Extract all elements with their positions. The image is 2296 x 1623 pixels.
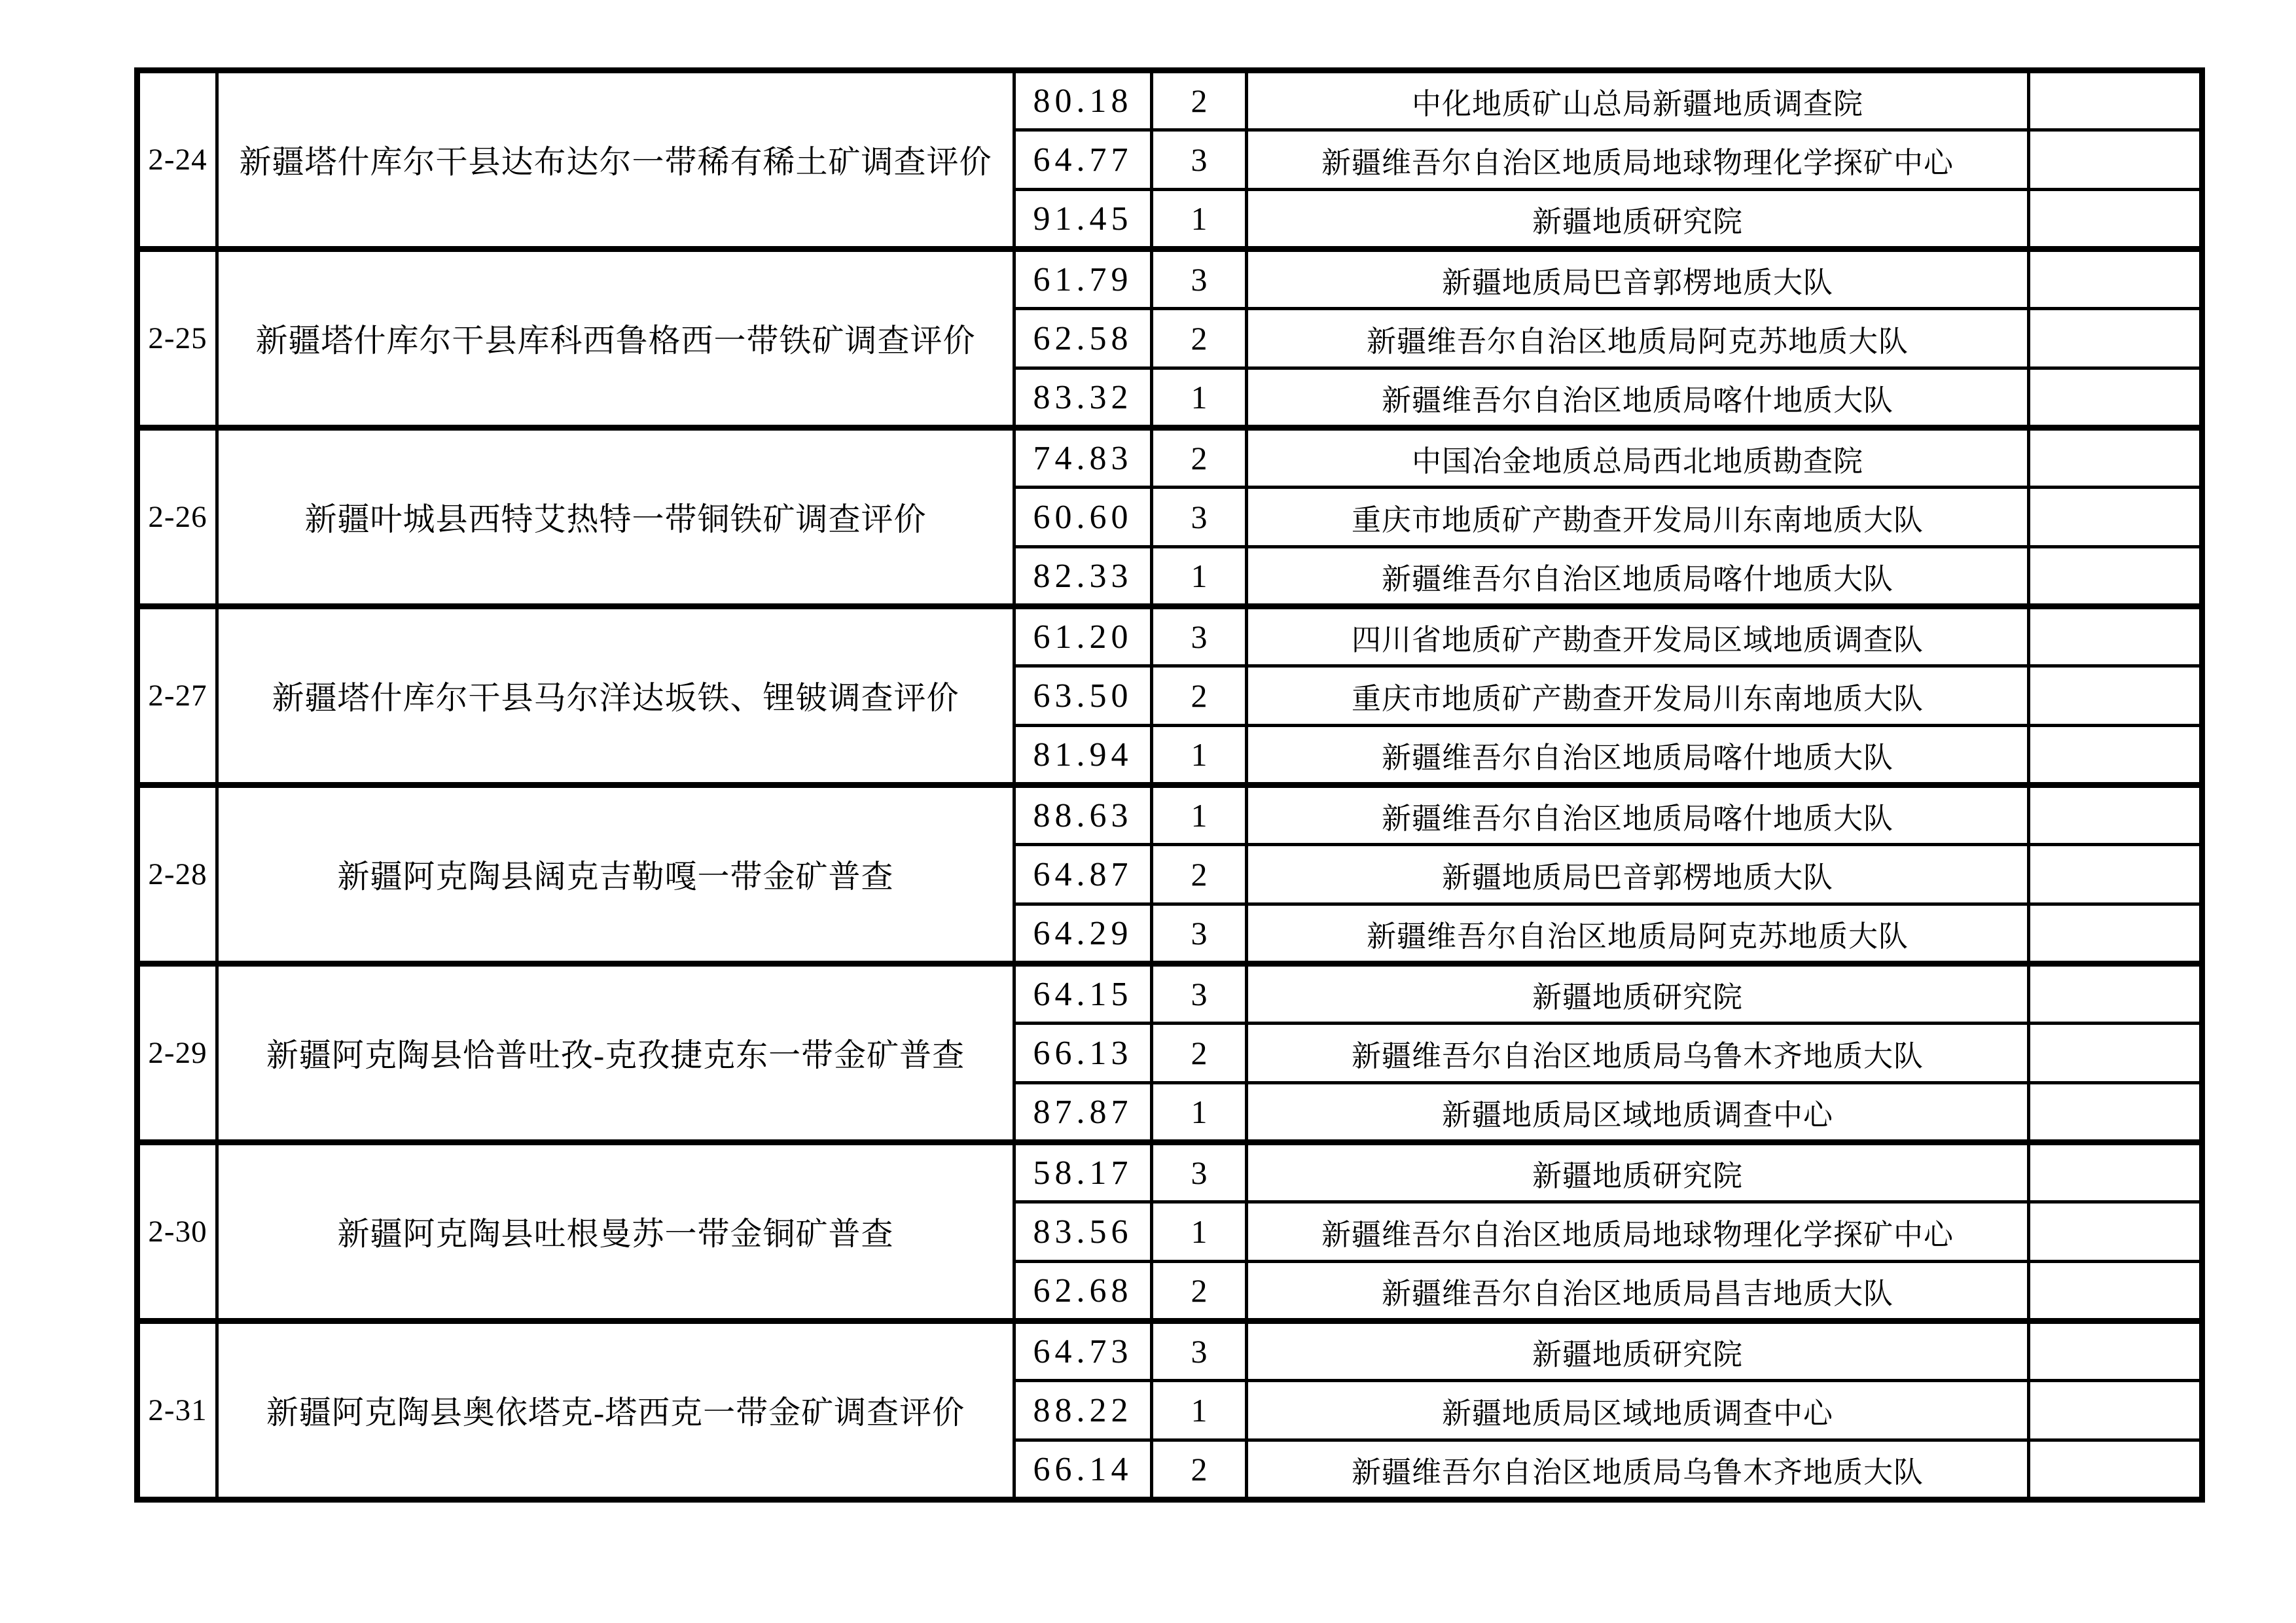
score-cell: 74.83 bbox=[1014, 428, 1152, 488]
score-cell: 66.13 bbox=[1014, 1024, 1152, 1083]
rank-cell: 3 bbox=[1152, 1321, 1247, 1381]
org-cell: 新疆地质局区域地质调查中心 bbox=[1247, 1381, 2029, 1440]
score-cell: 58.17 bbox=[1014, 1143, 1152, 1202]
org-cell: 新疆维吾尔自治区地质局阿克苏地质大队 bbox=[1247, 309, 2029, 368]
empty-cell bbox=[2029, 607, 2202, 666]
empty-cell bbox=[2029, 1381, 2202, 1440]
score-cell: 83.32 bbox=[1014, 368, 1152, 428]
rank-cell: 1 bbox=[1152, 1202, 1247, 1262]
table-row bbox=[137, 428, 2202, 488]
org-cell: 新疆维吾尔自治区地质局阿克苏地质大队 bbox=[1247, 904, 2029, 964]
rank-cell: 3 bbox=[1152, 607, 1247, 666]
rank-cell: 2 bbox=[1152, 309, 1247, 368]
project-name-cell: 新疆塔什库尔干县库科西鲁格西一带铁矿调查评价 bbox=[217, 249, 1014, 428]
rank-cell: 2 bbox=[1152, 845, 1247, 904]
score-cell: 64.15 bbox=[1014, 964, 1152, 1024]
rank-cell: 3 bbox=[1152, 964, 1247, 1024]
rank-cell: 1 bbox=[1152, 190, 1247, 249]
score-cell: 83.56 bbox=[1014, 1202, 1152, 1262]
table-row bbox=[137, 71, 2202, 130]
org-cell: 新疆维吾尔自治区地质局地球物理化学探矿中心 bbox=[1247, 1202, 2029, 1262]
table-row bbox=[137, 1143, 2202, 1202]
rank-cell: 1 bbox=[1152, 785, 1247, 845]
table-row bbox=[137, 964, 2202, 1024]
empty-cell bbox=[2029, 1321, 2202, 1381]
org-cell: 四川省地质矿产勘查开发局区域地质调查队 bbox=[1247, 607, 2029, 666]
org-cell: 新疆维吾尔自治区地质局喀什地质大队 bbox=[1247, 547, 2029, 607]
empty-cell bbox=[2029, 1024, 2202, 1083]
rank-cell: 1 bbox=[1152, 726, 1247, 785]
org-cell: 新疆维吾尔自治区地质局乌鲁木齐地质大队 bbox=[1247, 1024, 2029, 1083]
empty-cell bbox=[2029, 249, 2202, 309]
empty-cell bbox=[2029, 488, 2202, 547]
empty-cell bbox=[2029, 428, 2202, 488]
row-id-cell: 2-27 bbox=[137, 607, 217, 785]
score-cell: 63.50 bbox=[1014, 666, 1152, 726]
org-cell: 新疆地质局巴音郭楞地质大队 bbox=[1247, 845, 2029, 904]
empty-cell bbox=[2029, 547, 2202, 607]
org-cell: 中化地质矿山总局新疆地质调查院 bbox=[1247, 71, 2029, 130]
score-cell: 62.68 bbox=[1014, 1262, 1152, 1321]
org-cell: 新疆维吾尔自治区地质局喀什地质大队 bbox=[1247, 785, 2029, 845]
score-cell: 61.20 bbox=[1014, 607, 1152, 666]
empty-cell bbox=[2029, 904, 2202, 964]
empty-cell bbox=[2029, 845, 2202, 904]
score-cell: 88.63 bbox=[1014, 785, 1152, 845]
table-row bbox=[137, 1321, 2202, 1381]
rank-cell: 3 bbox=[1152, 1143, 1247, 1202]
score-cell: 82.33 bbox=[1014, 547, 1152, 607]
rank-cell: 2 bbox=[1152, 428, 1247, 488]
project-name-cell: 新疆叶城县西特艾热特一带铜铁矿调查评价 bbox=[217, 428, 1014, 607]
score-cell: 64.29 bbox=[1014, 904, 1152, 964]
org-cell: 新疆地质研究院 bbox=[1247, 964, 2029, 1024]
rank-cell: 3 bbox=[1152, 249, 1247, 309]
row-id-cell: 2-31 bbox=[137, 1321, 217, 1500]
project-name-cell: 新疆塔什库尔干县达布达尔一带稀有稀土矿调查评价 bbox=[217, 71, 1014, 249]
org-cell: 新疆维吾尔自治区地质局地球物理化学探矿中心 bbox=[1247, 130, 2029, 190]
empty-cell bbox=[2029, 190, 2202, 249]
rank-cell: 2 bbox=[1152, 666, 1247, 726]
org-cell: 新疆地质研究院 bbox=[1247, 190, 2029, 249]
empty-cell bbox=[2029, 309, 2202, 368]
score-cell: 80.18 bbox=[1014, 71, 1152, 130]
score-cell: 60.60 bbox=[1014, 488, 1152, 547]
org-cell: 新疆地质局巴音郭楞地质大队 bbox=[1247, 249, 2029, 309]
evaluation-score-table bbox=[134, 67, 2205, 1503]
table-row bbox=[137, 607, 2202, 666]
row-id-cell: 2-28 bbox=[137, 785, 217, 964]
project-name-cell: 新疆阿克陶县恰普吐孜-克孜捷克东一带金矿普查 bbox=[217, 964, 1014, 1143]
empty-cell bbox=[2029, 130, 2202, 190]
rank-cell: 2 bbox=[1152, 1024, 1247, 1083]
row-id-cell: 2-25 bbox=[137, 249, 217, 428]
empty-cell bbox=[2029, 1083, 2202, 1143]
score-cell: 91.45 bbox=[1014, 190, 1152, 249]
score-cell: 61.79 bbox=[1014, 249, 1152, 309]
empty-cell bbox=[2029, 1143, 2202, 1202]
row-id-cell: 2-24 bbox=[137, 71, 217, 249]
org-cell: 新疆地质研究院 bbox=[1247, 1321, 2029, 1381]
table-row bbox=[137, 785, 2202, 845]
rank-cell: 3 bbox=[1152, 904, 1247, 964]
rank-cell: 1 bbox=[1152, 1083, 1247, 1143]
score-cell: 87.87 bbox=[1014, 1083, 1152, 1143]
org-cell: 新疆维吾尔自治区地质局昌吉地质大队 bbox=[1247, 1262, 2029, 1321]
org-cell: 新疆维吾尔自治区地质局喀什地质大队 bbox=[1247, 726, 2029, 785]
project-name-cell: 新疆阿克陶县吐根曼苏一带金铜矿普查 bbox=[217, 1143, 1014, 1321]
score-cell: 88.22 bbox=[1014, 1381, 1152, 1440]
empty-cell bbox=[2029, 666, 2202, 726]
org-cell: 新疆地质研究院 bbox=[1247, 1143, 2029, 1202]
rank-cell: 1 bbox=[1152, 368, 1247, 428]
org-cell: 新疆维吾尔自治区地质局喀什地质大队 bbox=[1247, 368, 2029, 428]
empty-cell bbox=[2029, 71, 2202, 130]
score-cell: 64.87 bbox=[1014, 845, 1152, 904]
score-cell: 64.73 bbox=[1014, 1321, 1152, 1381]
score-cell: 62.58 bbox=[1014, 309, 1152, 368]
table-row bbox=[137, 249, 2202, 309]
row-id-cell: 2-30 bbox=[137, 1143, 217, 1321]
org-cell: 重庆市地质矿产勘查开发局川东南地质大队 bbox=[1247, 488, 2029, 547]
empty-cell bbox=[2029, 1440, 2202, 1500]
empty-cell bbox=[2029, 785, 2202, 845]
rank-cell: 2 bbox=[1152, 1440, 1247, 1500]
rank-cell: 3 bbox=[1152, 488, 1247, 547]
empty-cell bbox=[2029, 1202, 2202, 1262]
score-cell: 66.14 bbox=[1014, 1440, 1152, 1500]
score-cell: 81.94 bbox=[1014, 726, 1152, 785]
rank-cell: 2 bbox=[1152, 1262, 1247, 1321]
row-id-cell: 2-29 bbox=[137, 964, 217, 1143]
empty-cell bbox=[2029, 726, 2202, 785]
org-cell: 新疆地质局区域地质调查中心 bbox=[1247, 1083, 2029, 1143]
row-id-cell: 2-26 bbox=[137, 428, 217, 607]
empty-cell bbox=[2029, 964, 2202, 1024]
org-cell: 重庆市地质矿产勘查开发局川东南地质大队 bbox=[1247, 666, 2029, 726]
rank-cell: 3 bbox=[1152, 130, 1247, 190]
rank-cell: 1 bbox=[1152, 1381, 1247, 1440]
project-name-cell: 新疆阿克陶县阔克吉勒嘎一带金矿普查 bbox=[217, 785, 1014, 964]
score-cell: 64.77 bbox=[1014, 130, 1152, 190]
project-name-cell: 新疆塔什库尔干县马尔洋达坂铁、锂铍调查评价 bbox=[217, 607, 1014, 785]
empty-cell bbox=[2029, 368, 2202, 428]
empty-cell bbox=[2029, 1262, 2202, 1321]
rank-cell: 1 bbox=[1152, 547, 1247, 607]
org-cell: 新疆维吾尔自治区地质局乌鲁木齐地质大队 bbox=[1247, 1440, 2029, 1500]
project-name-cell: 新疆阿克陶县奥依塔克-塔西克一带金矿调查评价 bbox=[217, 1321, 1014, 1500]
org-cell: 中国冶金地质总局西北地质勘查院 bbox=[1247, 428, 2029, 488]
rank-cell: 2 bbox=[1152, 71, 1247, 130]
